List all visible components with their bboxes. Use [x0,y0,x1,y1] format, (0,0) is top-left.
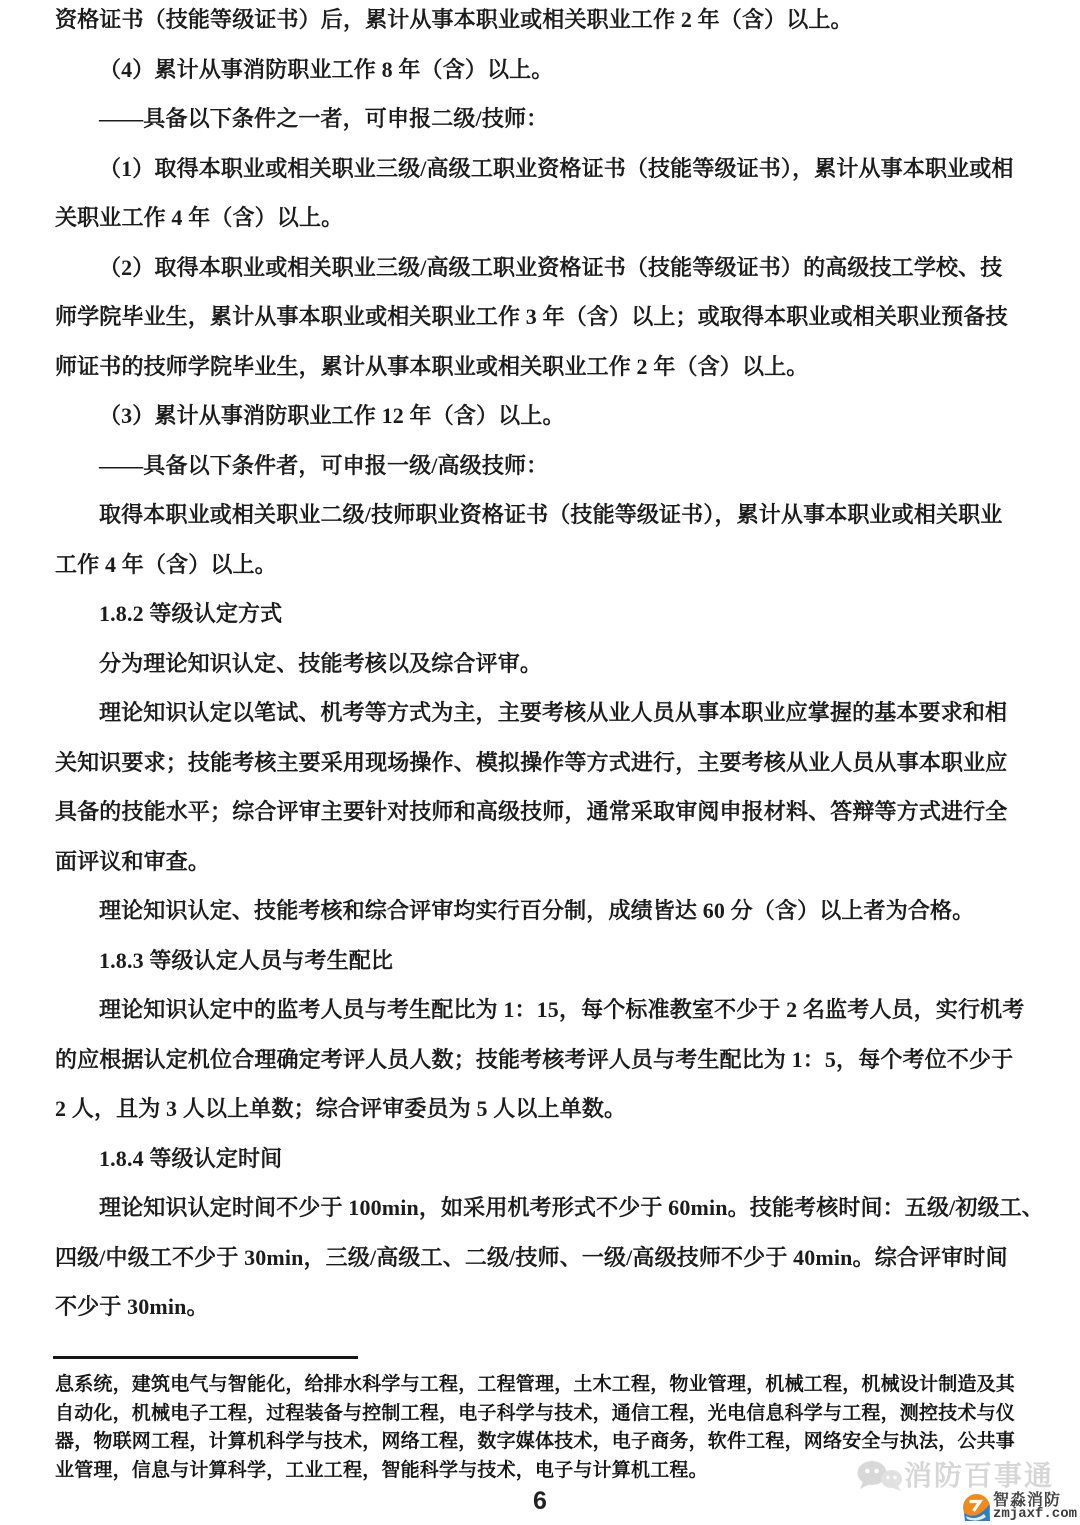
section-heading: 1.8.4 等级认定时间 [99,1145,283,1171]
body-line: 的应根据认定机位合理确定考评人员人数；技能考核考评人员与考生配比为 1：5，每个考位不少于 [55,1046,1014,1072]
body-line: 关职业工作 4 年（含）以上。 [55,205,344,230]
watermark-logo-name: 智淼消防 [993,1492,1062,1509]
page-number: 6 [533,1487,547,1515]
footnote-line: 息系统，建筑电气与智能化，给排水科学与工程，工程管理，土木工程，物业管理，机械工程，机械设计制造及其 [55,1374,1016,1395]
watermark-logo-site: zmjaxf.com [993,1506,1078,1522]
body-line: 理论知识认定以笔试、机考等方式为主，主要考核从业人员从事本职业应掌握的基本要求和相 [99,700,1008,725]
body-line: 理论知识认定时间不少于 100min，如采用机考形式不少于 60min。技能考核时间：五级/初级工、 [99,1195,1044,1220]
chat-bubbles-icon [856,1460,904,1492]
watermark-brand-text: 消防百事通 [904,1460,1055,1491]
body-line: 理论知识认定中的监考人员与考生配比为 1：15，每个标准教室不少于 2 名监考人员，实行机考 [99,997,1025,1022]
body-line: 师证书的技师学院毕业生，累计从事本职业或相关职业工作 2 年（含）以上。 [55,353,809,379]
section-heading: 1.8.2 等级认定方式 [99,601,283,626]
body-line: 工作 4 年（含）以上。 [55,551,277,577]
body-line: 不少于 30min。 [55,1294,209,1319]
watermark [856,1460,1080,1522]
body-line: 2 人，且为 3 人以上单数；综合评审委员为 5 人以上单数。 [55,1096,627,1121]
body-line: ——具备以下条件之一者，可申报二级/技师： [99,106,549,131]
body-line: 关知识要求；技能考核主要采用现场操作、模拟操作等方式进行，主要考核从业人员从事本职业应 [55,749,1008,775]
body-line: 四级/中级工不少于 30min，三级/高级工、二级/技师、一级/高级技师不少于 40min。综合评审时间 [55,1244,1008,1270]
body-line: ——具备以下条件者，可申报一级/高级技师： [99,452,549,478]
body-line: 取得本职业或相关职业二级/技师职业资格证书（技能等级证书），累计从事本职业或相关职业 [99,502,1003,527]
footnote-line: 器，物联网工程，计算机科学与技术，网络工程，数字媒体技术，电子商务，软件工程，网络安全与执法，公共事 [55,1431,1016,1452]
footnote-divider [53,1356,358,1359]
footnote-line: 自动化，机械电子工程，过程装备与控制工程，电子科学与技术，通信工程，光电信息科学与工程，测控技术与仪 [55,1402,1016,1424]
document-body [55,0,1044,1332]
zm-logo-icon [963,1494,990,1521]
body-line: （4）累计从事消防职业工作 8 年（含）以上。 [99,56,554,82]
body-line: 面评议和审查。 [55,848,211,874]
body-line: 师学院毕业生，累计从事本职业或相关职业工作 3 年（含）以上；或取得本职业或相关职业预备技 [55,304,1008,329]
body-line: 具备的技能水平；综合评审主要针对技师和高级技师，通常采取审阅申报材料、答辩等方式进行全 [55,799,1008,824]
body-line: （2）取得本职业或相关职业三级/高级工职业资格证书（技能等级证书）的高级技工学校、技 [99,254,1003,280]
section-heading: 1.8.3 等级认定人员与考生配比 [99,947,394,973]
body-line: 分为理论知识认定、技能考核以及综合评审。 [99,650,543,676]
body-line: 资格证书（技能等级证书）后，累计从事本职业或相关职业工作 2 年（含）以上。 [55,7,853,32]
body-line: （3）累计从事消防职业工作 12 年（含）以上。 [99,403,565,428]
body-line: 理论知识认定、技能考核和综合评审均实行百分制，成绩皆达 60 分（含）以上者为合格。 [99,898,975,923]
footnote-line: 业管理，信息与计算科学，工业工程，智能科学与技术，电子与计算机工程。 [55,1459,708,1481]
body-line: （1）取得本职业或相关职业三级/高级工职业资格证书（技能等级证书），累计从事本职业或相 [99,155,1014,181]
